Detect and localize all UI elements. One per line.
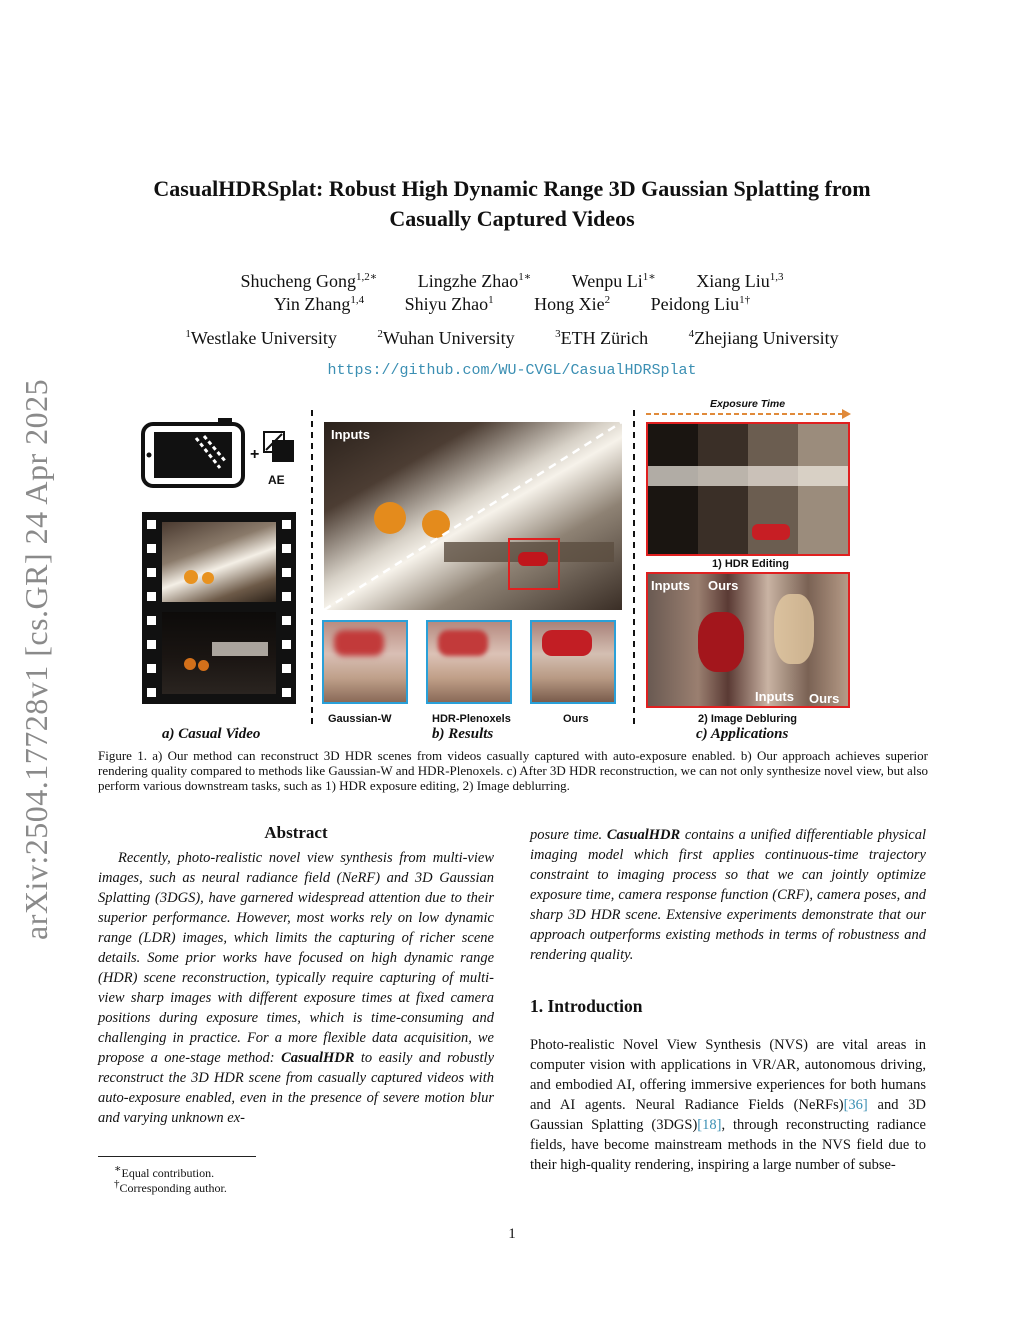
footnote-corresponding-author: †Corresponding author.	[114, 1178, 227, 1195]
citation-link-18[interactable]: [18]	[697, 1117, 722, 1133]
title-line-1: CasualHDRSplat: Robust High Dynamic Range 3D Gaussian Splatting from	[153, 176, 871, 201]
abstract-continued: posure time. CasualHDR contains a unified differentiable physical imaging model which first applies continuous-time trajectory constraint to imaging process so that we can jointly optimize exposure time, camera response function (CRF), camera poses, and sharp 3D HDR scene. Extensive experiments demonstrate that our approach outperforms existing methods in terms of robustness and rendering quality.	[530, 827, 927, 963]
plus-sign: +	[250, 446, 260, 463]
citation-link-36[interactable]: [36]	[843, 1097, 868, 1113]
author-4: Xiang Liu$^{1,3}$	[696, 271, 784, 291]
inputs-label: Inputs	[331, 427, 370, 442]
author-6: Shiyu Zhao$^1$	[404, 294, 494, 314]
deblur-ours-label: Ours	[708, 578, 739, 593]
abstract-text: Recently, photo-realistic novel view synthesis from multi-view images, such as neural radiance field (NeRF) and 3D Gaussian Splatting (3DGS), have garnered widespread attention due to their superior performance. However, most works rely on low dynamic range (LDR) images, which limits the capturing of richer scene details. Some prior works have focused on high dynamic range (HDR) scene reconstruction, typically require capturing of multi-view sharp images with different exposure times at fixed camera positions during exposure times, which is time-consuming and challenging in practice. For a more flexible data acquisition, we propose a one-stage method: CasualHDR to easily and robustly reconstruct the 3D HDR scene from casually captured videos with auto-exposure enabled, even in the presence of severe motion blur and varying unknown ex-	[98, 850, 495, 1126]
panel-c-caption: c) Applications	[696, 726, 789, 742]
abstract-method-name: CasualHDR	[281, 1050, 355, 1066]
author-7: Hong Xie$^2$	[534, 294, 611, 314]
label-ours: Ours	[563, 713, 589, 725]
author-2: Lingzhe Zhao$^{1∗}$	[417, 271, 532, 291]
author-5: Yin Zhang$^{1,4}$	[273, 294, 365, 314]
affiliation-1: $^1$Westlake University	[185, 328, 337, 348]
deblur-ours-label-2: Ours	[809, 691, 840, 706]
image-deblurring-label: 2) Image Debluring	[698, 713, 798, 725]
exposure-arrow	[646, 408, 852, 420]
affiliation-2: $^2$Wuhan University	[377, 328, 515, 348]
title-line-2: Casually Captured Videos	[389, 206, 635, 231]
page-number: 1	[508, 1226, 516, 1242]
hdr-editing-label: 1) HDR Editing	[712, 558, 789, 570]
affiliations	[80, 328, 944, 349]
repo-link[interactable]: https://github.com/WU-CVGL/CasualHDRSplat	[327, 362, 697, 379]
authors-row-2	[80, 294, 944, 315]
label-gaussian-w: Gaussian-W	[328, 713, 392, 725]
intro-paragraph: Photo-realistic Novel View Synthesis (NVS) are vital areas in computer vision with applications in VR/AR, autonomous driving, and embodied AI, offering immersive experiences for both humans and AI agents. Neural Radiance Fields (NeRFs)[36] and 3D Gaussian Splatting (3DGS)[18], through reconstructing radiance fields, have become mainstream methods in the NVS field due to their high-quality rendering, inspiring a large number of subse-	[530, 1037, 926, 1173]
footnote-rule	[98, 1156, 256, 1157]
exposure-time-label: Exposure Time	[710, 398, 786, 410]
author-1: Shucheng Gong$^{1,2∗}$	[240, 271, 378, 291]
film-strip	[142, 512, 296, 704]
author-8: Peidong Liu$^{1\dagger}$	[650, 294, 751, 314]
affiliation-4: $^4$Zhejiang University	[688, 328, 839, 348]
author-3: Wenpu $Li^{1∗}$	[571, 271, 656, 291]
film-frame-bright	[162, 522, 276, 602]
figure-1	[138, 400, 854, 746]
label-hdr-plenoxels: HDR-Plenoxels	[432, 713, 511, 725]
crop-ours	[530, 620, 616, 704]
paper-title	[80, 174, 944, 234]
zoom-box	[508, 538, 560, 590]
hdr-editing-image	[646, 422, 850, 556]
arxiv-stamp: arXiv:2504.17728v1 [cs.GR] 24 Apr 2025	[18, 378, 54, 940]
footnote-equal-contribution: ∗Equal contribution.	[114, 1163, 215, 1180]
ae-label: AE	[268, 473, 285, 487]
separator-right	[632, 410, 636, 726]
deblur-inputs-label-2: Inputs	[755, 689, 794, 704]
phone-camera-icon	[140, 416, 248, 492]
figure-caption: Figure 1. a) Our method can reconstruct 3D HDR scenes from videos casually captured with auto-exposure enabled. b) Our approach achieves superior rendering quality compared to methods like Gaussian-W and HDR-Plenoxels. c) After 3D HDR reconstruction, we can not only synthesize novel view, but also perform various downstream tasks, such as 1) HDR exposure editing, 2) Image deblurring.	[98, 748, 928, 793]
auto-exposure-icon	[262, 430, 296, 464]
crop-hdr-plenoxels	[426, 620, 512, 704]
authors-row-1	[80, 270, 944, 292]
diagonal-split-line	[324, 422, 622, 610]
intro-heading: 1. Introduction	[530, 996, 643, 1016]
panel-b-caption: b) Results	[432, 726, 494, 742]
crop-gaussian-w	[322, 620, 408, 704]
abstract-method-name-2: CasualHDR	[606, 827, 681, 843]
film-frame-dark	[162, 612, 276, 694]
deblur-inputs-label: Inputs	[651, 578, 690, 593]
affiliation-3: $^3$ETH Zürich	[555, 328, 649, 348]
abstract-heading: Abstract	[264, 823, 328, 842]
panel-a-caption: a) Casual Video	[162, 726, 261, 742]
result-main-image	[324, 422, 622, 610]
separator-left	[310, 410, 314, 726]
